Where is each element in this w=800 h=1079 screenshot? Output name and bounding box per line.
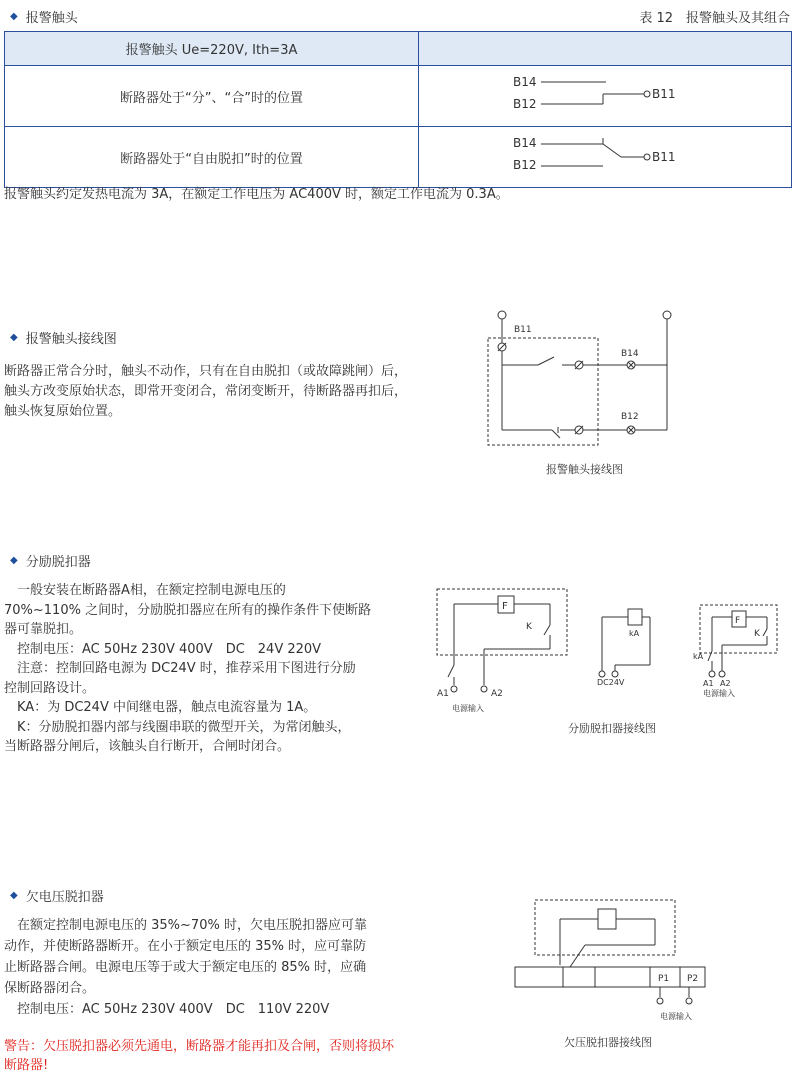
term-b14: B14 [513, 136, 537, 150]
paragraph-line: 保断路器闭合。 [4, 981, 96, 996]
paragraph-line: 控制回路设计。 [4, 680, 96, 696]
paragraph-line: 在额定控制电源电压的 35%~70% 时，欠电压脱扣器应可靠 [4, 918, 367, 933]
section-heading-shunt-release [10, 551, 91, 570]
label-p2: P2 [687, 974, 699, 984]
alarm-contact-note: 报警触头约定发热电流为 3A，在额定工作电压为 AC400V 时，额定工作电流为 0.3A。 [4, 187, 509, 202]
section-heading-alarm-contact [10, 7, 78, 26]
table-caption: 表 12 报警触头及其组合 [639, 11, 790, 26]
paragraph-line: 动作，并使断路器断开。在小于额定电压的 35% 时，应可靠防 [4, 939, 367, 954]
paragraph-line: 触头方改变原始状态，即常开变闭合，常闭变断开，待断路器再扣后， [4, 384, 408, 399]
paragraph-line: 器可靠脱扣。 [4, 622, 83, 637]
shunt-release-paragraph [4, 581, 371, 757]
paragraph-line: K：分励脱扣器内部与线圈串联的微型开关，为常闭触头， [4, 719, 351, 735]
label-f2: F [735, 616, 741, 626]
warning-line: 警告：欠压脱扣器必须先通电，断路器才能再扣及合闸，否则将损坏 [4, 1039, 395, 1054]
table-row [5, 66, 792, 127]
table-row [5, 127, 792, 188]
contact-symbol-cell [419, 127, 792, 188]
paragraph-line: 控制电压：AC 50Hz 230V 400V DC 24V 220V [4, 641, 322, 657]
contact-symbol-free-trip [420, 128, 790, 182]
paragraph-line: 70%~110% 之间时，分励脱扣器应在所有的操作条件下使断路 [4, 602, 372, 618]
table-row-label: 断路器处于“自由脱扣”时的位置 [5, 127, 419, 188]
diamond-bullet-icon: ◆ [10, 332, 18, 343]
paragraph-line: 断路器正常合分时，触头不动作，只有在自由脱扣（或故障跳闸）后， [4, 364, 408, 379]
label-dc24v: DC24V [597, 678, 625, 687]
heading-text: 报警触头 [25, 11, 78, 26]
label-f: F [502, 601, 508, 612]
label-b14: B14 [621, 349, 639, 359]
table-header-cell: 报警触头 Ue=220V, Ith=3A [5, 32, 419, 66]
paragraph-line: 止断路器合闸。电源电压等于或大于额定电压的 85% 时，应确 [4, 960, 367, 975]
term-b11: B11 [652, 150, 676, 164]
diamond-bullet-icon: ◆ [10, 555, 18, 566]
alarm-wiring-paragraph [4, 362, 407, 422]
term-b11: B11 [652, 87, 676, 101]
term-b12: B12 [513, 158, 537, 172]
heading-text: 报警触头接线图 [25, 332, 117, 347]
paragraph-line: 当断路器分闸后，该触头自行断开，合闸时闭合。 [4, 739, 291, 754]
table-row-label: 断路器处于“分”、“合”时的位置 [5, 66, 419, 127]
label-a2: A2 [491, 689, 503, 699]
shunt-release-caption: 分励脱扣器接线图 [568, 722, 656, 735]
label-power-input-2: 电源输入 [703, 689, 735, 698]
label-a2b: A2 [720, 679, 731, 688]
diamond-bullet-icon: ◆ [10, 890, 18, 901]
section-heading-undervoltage-release [10, 886, 104, 905]
alarm-contact-table [4, 31, 792, 188]
table-header-row [5, 32, 792, 66]
undervoltage-warning [4, 1037, 394, 1075]
warning-line: 断路器! [4, 1058, 49, 1073]
heading-text: 分励脱扣器 [25, 555, 91, 570]
label-a1: A1 [437, 689, 449, 699]
contact-symbol-cell [419, 66, 792, 127]
section-heading-alarm-wiring [10, 328, 117, 347]
paragraph-line: KA：为 DC24V 中间继电器，触点电流容量为 1A。 [4, 700, 317, 715]
label-ka2: kA [693, 652, 704, 661]
shunt-release-diagram [430, 585, 800, 720]
label-k2: K [754, 629, 760, 639]
undervoltage-paragraph [4, 915, 367, 1020]
label-k: K [526, 622, 532, 632]
heading-text: 欠电压脱扣器 [25, 890, 104, 905]
term-b12: B12 [513, 97, 537, 111]
term-b14: B14 [513, 75, 537, 89]
paragraph-line: 注意：控制回路电源为 DC24V 时，推荐采用下图进行分励 [4, 661, 356, 676]
label-power-input: 电源输入 [452, 704, 484, 713]
paragraph-line: 控制电压：AC 50Hz 230V 400V DC 110V 220V [4, 1002, 330, 1017]
undervoltage-diagram [510, 895, 720, 1025]
label-b12: B12 [621, 412, 639, 422]
alarm-wiring-caption: 报警触头接线图 [546, 463, 623, 476]
undervoltage-caption: 欠压脱扣器接线图 [564, 1036, 652, 1049]
alarm-wiring-diagram [480, 305, 690, 465]
table-header-empty-cell [419, 32, 792, 66]
label-ka: kA [629, 629, 640, 638]
label-b11: B11 [514, 325, 532, 335]
paragraph-line: 一般安装在断路器A相，在额定控制电源电压的 [4, 583, 286, 598]
label-a1b: A1 [703, 679, 714, 688]
diamond-bullet-icon: ◆ [10, 11, 18, 22]
label-p1: P1 [658, 974, 670, 984]
contact-symbol-open-close [420, 67, 790, 121]
label-power-input: 电源输入 [660, 1012, 692, 1021]
paragraph-line: 触头恢复原始位置。 [4, 404, 122, 419]
